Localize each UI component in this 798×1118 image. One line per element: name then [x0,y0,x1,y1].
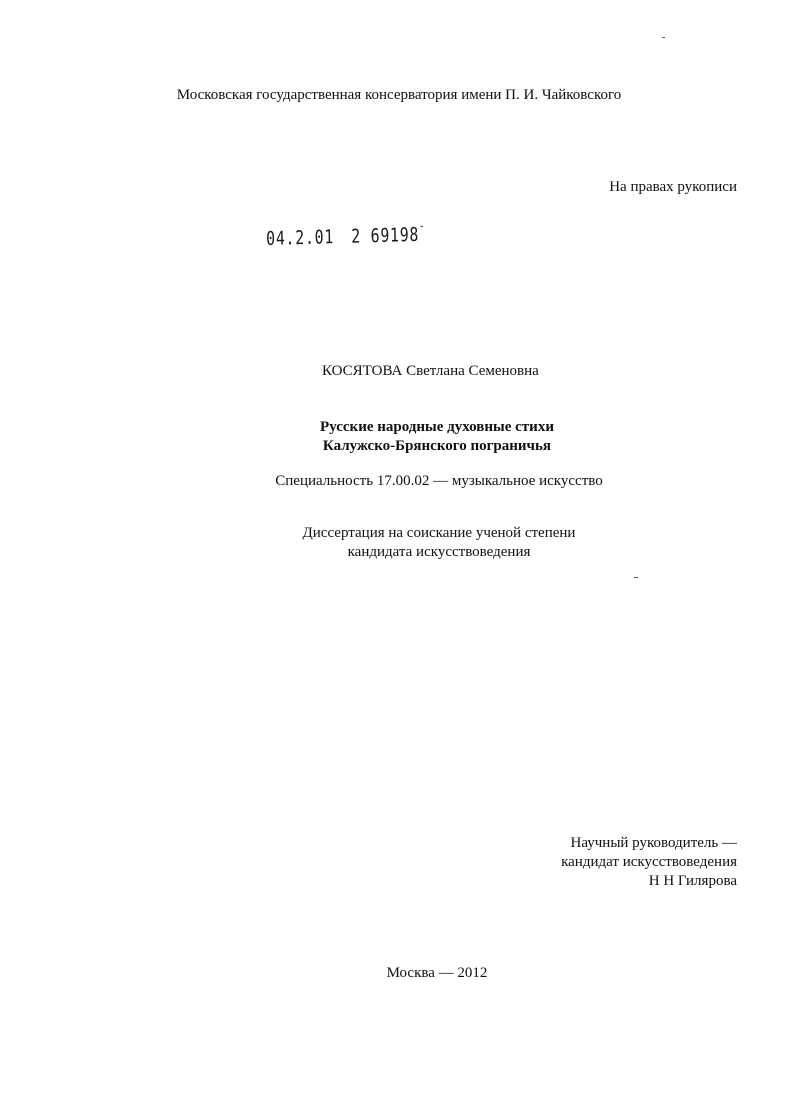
author-name: КОСЯТОВА Светлана Семеновна [322,363,539,379]
stamp-date-code: 04.2.01 [266,226,335,250]
supervisor-role: Научный руководитель — [570,835,737,851]
dissertation-purpose-line1: Диссертация на соискание ученой степени [302,525,576,541]
place-and-year: Москва — 2012 [386,965,488,981]
supervisor-name: Н Н Гилярова [648,873,737,889]
scan-speck-top [662,37,665,38]
dissertation-title-line1: Русские народные духовные стихи [320,419,554,435]
manuscript-rights-note: На правах рукописи [609,179,737,195]
supervisor-degree: кандидат искусствоведения [561,854,737,870]
dissertation-purpose-line2: кандидата искусствоведения [347,544,531,560]
specialty-line: Специальность 17.00.02 — музыкальное искусство [275,473,603,489]
stamp-number: 2 69198 [351,223,420,248]
stamp-mark-icon: ¯ [418,223,426,238]
library-stamp [266,224,426,250]
scan-speck-middle [634,577,638,578]
institution-name: Московская государственная консерватория имени П. И. Чайковского [176,87,622,103]
dissertation-title-line2: Калужско-Брянского пограничья [322,438,552,454]
